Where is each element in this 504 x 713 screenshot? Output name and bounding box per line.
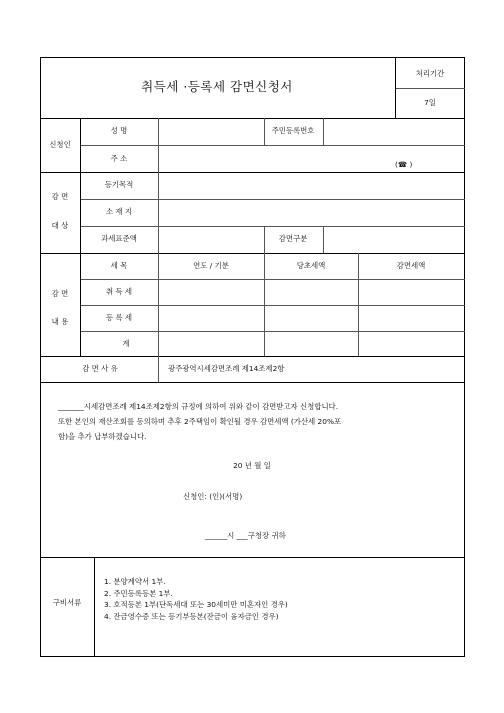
- rule: [323, 118, 324, 145]
- rule: [40, 382, 465, 383]
- column-header: 감면세액: [396, 261, 426, 270]
- rule: [40, 172, 465, 173]
- rule: [40, 118, 465, 119]
- tax-base-label: 과세표준액: [101, 234, 137, 243]
- rule: [264, 118, 265, 145]
- rule: [40, 356, 465, 357]
- applicant-section-label: 신청인: [49, 140, 71, 149]
- recipient-line: ______시 ___구청장 귀하: [205, 531, 286, 540]
- statement-line: _______시세감면조례 제14조제2항의 규정에 의하여 위와 같이 감면받고자 신청합니다.: [58, 402, 339, 411]
- statement-line: 함)을 추가 납부하겠습니다.: [58, 432, 147, 441]
- row-label: 취 득 세: [105, 287, 133, 296]
- signature-line: 신청인: (인)(서명): [183, 492, 243, 501]
- rule: [158, 118, 159, 382]
- location-label: 소 재 지: [105, 207, 133, 216]
- rule: [80, 118, 81, 356]
- phone-hint: (☎ ): [395, 160, 413, 169]
- rule: [323, 226, 324, 253]
- content-section-label-line2: 내 용: [51, 317, 69, 326]
- name-label: 성 명: [110, 126, 128, 135]
- content-section-label-line1: 감 면: [51, 289, 69, 298]
- rule: [358, 253, 359, 356]
- reason-label: 감 면 사 유: [82, 364, 118, 373]
- processing-period-value: 7일: [424, 98, 436, 107]
- rule: [40, 557, 465, 558]
- list-item: 3. 호적등본 1부(단독세대 또는 30세미만 미혼자인 경우): [104, 600, 288, 609]
- rule: [264, 226, 265, 253]
- target-section-label-line2: 대 상: [51, 221, 69, 230]
- list-item: 4. 잔금영수증 또는 등기부등본(잔금이 융자금인 경우): [104, 611, 279, 621]
- list-item: 2. 주민등록등본 1부.: [104, 588, 173, 598]
- resident-id-label: 주민등록번호: [271, 126, 315, 135]
- row-label: 등 록 세: [105, 313, 133, 322]
- rule: [264, 253, 265, 356]
- address-label: 주 소: [110, 154, 128, 163]
- target-section-label-line1: 감 면: [51, 192, 69, 201]
- required-documents-list: [104, 576, 288, 622]
- row-label: 계: [122, 339, 130, 348]
- rule: [80, 226, 465, 227]
- rule: [80, 331, 465, 332]
- rule: [80, 199, 465, 200]
- statement-line: 또한 본인의 재산조회를 동의하며 추후 2주택임이 확인될 경우 감면세액 (가산세 20%포: [58, 417, 342, 426]
- required-documents-label: 구비서류: [52, 598, 82, 607]
- reduction-category-label: 감면구분: [278, 234, 308, 243]
- rule: [94, 557, 95, 657]
- application-form: [40, 57, 465, 657]
- rule: [80, 305, 465, 306]
- column-header: 세 목: [110, 261, 128, 270]
- column-header: 연도 / 기분: [193, 261, 229, 270]
- rule: [80, 145, 465, 146]
- list-item: 1. 분양계약서 1부.: [104, 577, 166, 586]
- rule: [80, 279, 465, 280]
- form-title: 취득세 ·등록세 감면신청서: [141, 79, 293, 94]
- processing-period-label: 처리기간: [415, 69, 445, 78]
- reason-value: 광주광역시세감면조례 제14조제2항: [168, 364, 285, 373]
- date-line: 20 년 월 일: [233, 461, 271, 470]
- rule: [395, 88, 465, 89]
- registration-purpose-label: 등기목적: [104, 180, 134, 189]
- column-header: 당초세액: [296, 261, 326, 270]
- rule: [40, 253, 465, 254]
- rule: [395, 57, 396, 118]
